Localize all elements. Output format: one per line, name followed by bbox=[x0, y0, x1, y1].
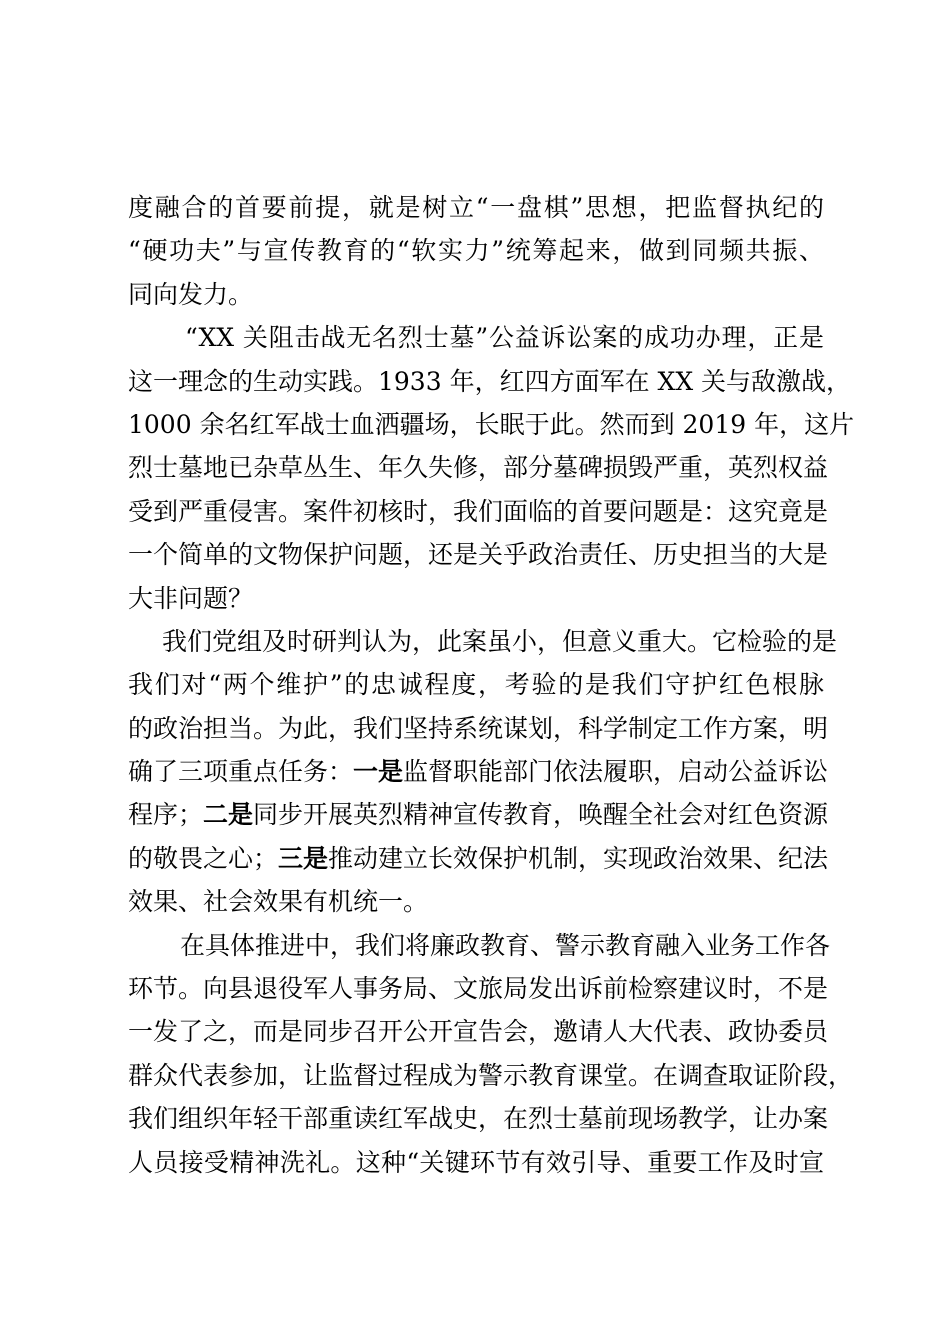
task-2-text-end: 的敬畏之心； bbox=[128, 843, 279, 873]
task-3-label: 三是 bbox=[278, 843, 329, 873]
paragraph-4-line-5: 我们组织年轻干部重读红军战史，在烈士墓前现场教学，让办案 bbox=[128, 1104, 829, 1134]
task-2-text: 同步开展英烈精神宣传教育，唤醒全社会对红色资源 bbox=[253, 800, 829, 830]
paragraph-3-line-4 bbox=[128, 750, 829, 793]
paragraph-1-line-2: “硬功夫”与宣传教育的“软实力”统筹起来，做到同频共振、 bbox=[128, 236, 824, 266]
paragraph-4-line-3: 一发了之，而是同步召开公开宣告会，邀请人大代表、政协委员 bbox=[128, 1017, 829, 1047]
paragraph-3-line-6 bbox=[128, 837, 829, 880]
paragraph-4-line-2: 环节。向县退役军人事务局、文旅局发出诉前检察建议时，不是 bbox=[128, 974, 829, 1004]
task-1-text-end: 程序； bbox=[128, 800, 204, 830]
paragraph-3-line-3: 的政治担当。为此，我们坚持系统谋划，科学制定工作方案，明 bbox=[128, 713, 829, 743]
paragraph-2-line-5: 受到严重侵害。案件初核时，我们面临的首要问题是：这究竟是 bbox=[128, 496, 829, 526]
paragraph-2-line-1: “XX 关阻击战无名烈士墓”公益诉讼案的成功办理，正是 bbox=[185, 323, 824, 353]
task-1-text: 监督职能部门依法履职，启动公益诉讼 bbox=[403, 757, 829, 787]
task-1-label: 一是 bbox=[353, 757, 404, 787]
paragraph-4-line-4: 群众代表参加，让监督过程成为警示教育课堂。在调查取证阶段， bbox=[128, 1060, 854, 1090]
paragraph-4-line-6: 人员接受精神洗礼。这种“关键环节有效引导、重要工作及时宣 bbox=[128, 1147, 824, 1177]
task-2-label: 二是 bbox=[203, 800, 254, 830]
paragraph-3-line-1: 我们党组及时研判认为，此案虽小，但意义重大。它检验的是 bbox=[162, 626, 838, 656]
paragraph-2-line-4: 烈士墓地已杂草丛生、年久失修，部分墓碑损毁严重，英烈权益 bbox=[128, 453, 829, 483]
paragraph-3-line-2: 我们对“两个维护”的忠诚程度，考验的是我们守护红色根脉 bbox=[128, 670, 824, 700]
paragraph-2-line-6: 一个简单的文物保护问题，还是关乎政治责任、历史担当的大是 bbox=[128, 540, 829, 570]
tasks-intro: 确了三项重点任务： bbox=[128, 757, 354, 787]
paragraph-2-line-7: 大非问题？ bbox=[128, 583, 254, 613]
paragraph-3-line-7: 效果、社会效果有机统一。 bbox=[128, 887, 429, 917]
paragraph-1-line-1: 度融合的首要前提，就是树立“一盘棋”思想，把监督执纪的 bbox=[128, 193, 824, 222]
document-body bbox=[128, 186, 855, 1184]
task-3-text: 推动建立长效保护机制，实现政治效果、纪法 bbox=[328, 843, 829, 873]
paragraph-1-line-3: 同向发力。 bbox=[128, 279, 254, 309]
paragraph-2-line-2: 这一理念的生动实践。1933 年，红四方面军在 XX 关与敌激战， bbox=[128, 366, 852, 396]
paragraph-4-line-1: 在具体推进中，我们将廉政教育、警示教育融入业务工作各 bbox=[180, 930, 831, 960]
paragraph-2-line-3: 1000 余名红军战士血洒疆场，长眠于此。然而到 2019 年，这片 bbox=[128, 409, 855, 439]
paragraph-3-line-5 bbox=[128, 793, 829, 836]
